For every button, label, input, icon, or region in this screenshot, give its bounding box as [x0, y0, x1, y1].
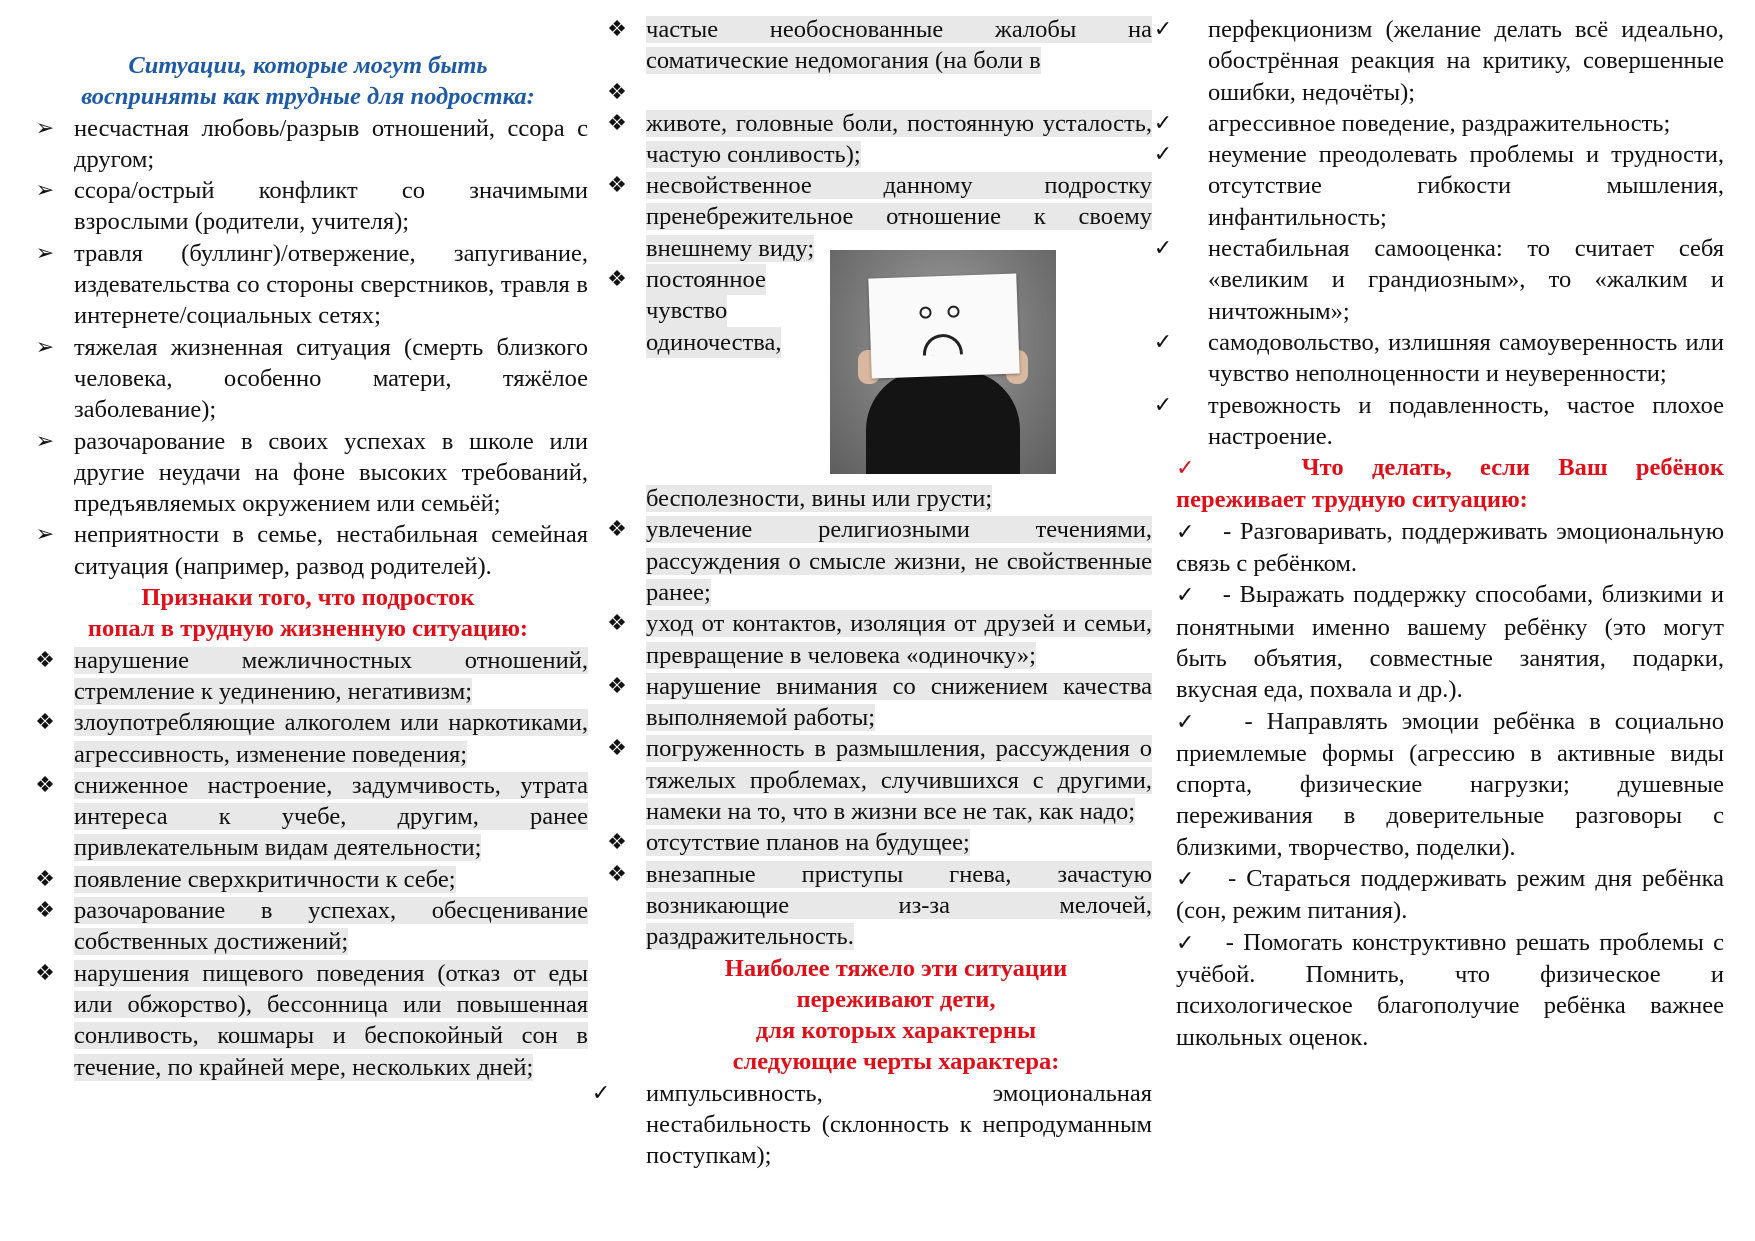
traits-list-continued	[1153, 14, 1724, 452]
checkmark-icon: ✓	[1176, 583, 1197, 609]
advice-text: - Стараться поддерживать режим дня ребёнка (сон, режим питания).	[1176, 865, 1725, 925]
checkmark-icon: ✓	[1153, 392, 1173, 418]
diamond-bullet-icon: ❖	[607, 673, 627, 699]
list-item	[1153, 327, 1724, 390]
list-item	[28, 175, 588, 238]
eye-icon	[947, 305, 959, 317]
diamond-bullet-icon: ❖	[35, 772, 55, 798]
loneliness-line-4: бесполезности, вины или грусти;	[646, 485, 993, 513]
advice-item	[1176, 706, 1724, 863]
list-item-text: нарушение внимания со снижением качества выполняемой работы;	[646, 672, 1152, 732]
list-item	[28, 426, 588, 520]
advice-item	[1176, 927, 1724, 1053]
diamond-bullet-icon: ❖	[607, 517, 627, 543]
list-item-text: разочарование в своих успехах в школе или другие неудачи на фоне высоких требований, предъявляемых окружением или семьёй;	[74, 427, 588, 518]
list-item	[28, 770, 588, 864]
situations-list	[28, 113, 588, 582]
loneliness-line-3: одиночества,	[646, 327, 781, 358]
checkmark-icon: ✓	[1176, 456, 1217, 482]
diamond-bullet-icon: ❖	[35, 647, 55, 673]
checkmark-icon: ✓	[1176, 519, 1197, 545]
traits-list	[591, 1078, 1152, 1172]
list-item	[1153, 108, 1724, 139]
traits-heading-line2: переживают дети,	[796, 985, 996, 1013]
column-left	[28, 50, 588, 1083]
person-silhouette-icon	[866, 370, 1020, 474]
sad-face-paper-icon	[868, 273, 1019, 378]
diamond-bullet-icon: ❖	[607, 861, 627, 887]
arrow-bullet-icon: ➢	[35, 428, 55, 454]
list-item	[600, 859, 1152, 953]
diamond-bullet-icon: ❖	[35, 960, 55, 986]
advice-item	[1176, 863, 1724, 927]
list-item-text: животе, головные боли, постоянную усталость, частую сонливость);	[646, 109, 1152, 168]
diamond-bullet-icon: ❖	[35, 866, 55, 892]
diamond-bullet-icon: ❖	[607, 267, 627, 293]
diamond-bullet-icon: ❖	[607, 611, 627, 637]
advice-item	[1176, 579, 1724, 705]
diamond-bullet-icon: ❖	[607, 830, 627, 856]
diamond-bullet-icon: ❖	[35, 710, 55, 736]
list-item-text: самодовольство, излишняя самоуверенность или чувство неполноценности и неуверенности;	[1208, 328, 1724, 388]
list-item	[1153, 14, 1724, 108]
list-item-text: злоупотребляющие алкоголем или наркотиками, агрессивность, изменение поведения;	[74, 709, 588, 768]
signs-list-continued	[600, 14, 1152, 953]
list-item	[600, 108, 1152, 171]
checkmark-icon: ✓	[1153, 236, 1173, 262]
situations-heading-line1: Ситуации, которые могут быть	[128, 52, 488, 79]
what-to-do-heading-line2: переживает трудную ситуацию:	[1176, 486, 1528, 514]
traits-heading-line1: Наиболее тяжело эти ситуации	[724, 954, 1068, 982]
list-item	[600, 671, 1152, 734]
list-item	[600, 733, 1152, 827]
list-item	[1153, 233, 1724, 327]
diamond-bullet-icon: ❖	[607, 736, 627, 762]
what-to-do-heading	[1162, 452, 1724, 484]
traits-heading-line4: следующие черты характера:	[732, 1048, 1060, 1076]
list-item-text: нарушение межличностных отношений, стремление к уединению, негативизм;	[74, 646, 588, 705]
list-item-text: неприятности в семье, нестабильная семейная ситуация (например, развод родителей).	[74, 521, 588, 580]
list-item-text: несвойственное данному подростку пренебрежительное отношение к своему внешнему виду;	[646, 172, 1152, 262]
list-item-text: тревожность и подавленность, частое плохое настроение.	[1208, 391, 1724, 450]
sad-face-sign-photo	[830, 250, 1056, 474]
list-item-text: агрессивное поведение, раздражительность;	[1208, 109, 1671, 137]
loneliness-line-1: постоянное	[646, 264, 766, 295]
list-item-text: несчастная любовь/разрыв отношений, ссора с другом;	[74, 114, 588, 173]
arrow-bullet-icon: ➢	[35, 522, 55, 548]
list-item-text: внезапные приступы гнева, зачастую возникающие из-за мелочей, раздражительность.	[646, 860, 1152, 951]
list-item	[28, 113, 588, 176]
list-item-text: уход от контактов, изоляция от друзей и семьи, превращение в человека «одиночку»;	[646, 610, 1152, 669]
list-item-text: перфекционизм (желание делать всё идеально, обострённая реакция на критику, совершенные ошибки, недочёты);	[1208, 16, 1724, 106]
checkmark-icon: ✓	[1176, 709, 1203, 735]
checkmark-icon: ✓	[591, 1080, 611, 1106]
list-item-text: появление сверхкритичности к себе;	[74, 865, 456, 893]
checkmark-icon: ✓	[1176, 867, 1199, 893]
loneliness-line-2: чувство	[646, 295, 727, 326]
signs-heading	[28, 582, 588, 645]
advice-text: - Направлять эмоции ребёнка в социально приемлемые формы (агрессию в активные виды спорта, физические нагрузки; душевные переживания в доверительные разговоры с близкими, творчество, поделки).	[1176, 707, 1724, 861]
advice-list	[1162, 516, 1724, 1053]
list-item-text: частые необоснованные жалобы на соматические недомогания (на боли в	[646, 16, 1152, 75]
list-item	[600, 14, 1152, 77]
advice-text: - Разговаривать, поддерживать эмоциональную связь с ребёнком.	[1176, 517, 1725, 578]
arrow-bullet-icon: ➢	[35, 178, 55, 204]
list-item-text: нестабильная самооценка: то считает себя «великим и грандиозным», то «жалким и ничтожным»;	[1208, 235, 1724, 325]
checkmark-icon: ✓	[1153, 17, 1173, 42]
arrow-bullet-icon: ➢	[35, 240, 55, 266]
column-right	[1153, 14, 1725, 1053]
diamond-bullet-icon: ❖	[607, 110, 627, 136]
diamond-bullet-icon: ❖	[607, 173, 627, 199]
what-to-do-heading-2	[1162, 484, 1724, 515]
list-item	[600, 827, 1152, 858]
list-item-text: нарушения пищевого поведения (отказ от еды или обжорство), бессонница или повышенная сонливость, кошмары и беспокойный сон в течение, по крайней мере, нескольких дней;	[74, 959, 588, 1081]
list-item	[1153, 390, 1724, 453]
list-item	[28, 895, 588, 958]
eye-icon	[919, 306, 931, 318]
checkmark-icon: ✓	[1153, 110, 1173, 136]
checkmark-icon: ✓	[1153, 329, 1173, 355]
list-item-text: погруженность в размышления, рассуждения о тяжелых проблемах, случившихся с другими, намеки на то, что в жизни все не так, как надо;	[646, 735, 1152, 826]
situations-heading-line2: восприняты как трудные для подростка:	[81, 83, 535, 111]
list-item-text: травля (буллинг)/отвержение, запугивание, издевательства со стороны сверстников, травля в интернете/социальных сетях;	[74, 239, 588, 330]
list-item-text: увлечение религиозными течениями, рассуждения о смысле жизни, не свойственные ранее;	[646, 516, 1152, 606]
list-item	[28, 238, 588, 332]
list-item-text: неумение преодолевать проблемы и трудности, отсутствие гибкости мышления, инфантильность;	[1208, 141, 1724, 231]
diamond-bullet-icon: ❖	[35, 898, 55, 924]
list-item-text: разочарование в успехах, обесценивание собственных достижений;	[74, 897, 588, 956]
diamond-bullet-icon: ❖	[607, 79, 627, 105]
list-item	[28, 864, 588, 895]
list-item	[600, 608, 1152, 671]
signs-heading-line1: Признаки того, что подросток	[141, 584, 475, 612]
situations-heading	[28, 50, 588, 113]
list-item	[591, 1078, 1152, 1172]
signs-list	[28, 645, 588, 1083]
list-item	[28, 332, 588, 426]
advice-text: - Выражать поддержку способами, близкими и понятными именно вашему ребёнку (это могут быть объятия, совместные занятия, подарки, вкусная еда, похвала и др.).	[1176, 581, 1724, 704]
diamond-bullet-icon: ❖	[607, 17, 627, 42]
checkmark-icon: ✓	[1153, 142, 1173, 168]
list-item-continued	[600, 483, 1152, 514]
list-item	[28, 519, 588, 582]
advice-text: - Помогать конструктивно решать проблемы с учёбой. Помнить, что физическое и психологическое благополучие ребёнка важнее школьных оценок.	[1176, 928, 1725, 1051]
list-item-text: тяжелая жизненная ситуация (смерть близкого человека, особенно матери, тяжёлое заболевание);	[74, 333, 588, 424]
what-to-do-heading-line1: Что делать, если Ваш ребёнок	[1301, 454, 1725, 482]
list-item-text: ссора/острый конфликт со значимыми взрослыми (родители, учителя);	[74, 177, 588, 236]
traits-heading-line3: для которых характерны	[755, 1017, 1037, 1045]
frown-icon	[922, 333, 963, 355]
list-item-text: отсутствие планов на будущее;	[646, 829, 970, 857]
list-item	[28, 707, 588, 770]
signs-heading-line2: попал в трудную жизненную ситуацию:	[87, 615, 529, 643]
list-item	[28, 645, 588, 708]
checkmark-icon: ✓	[1176, 930, 1198, 956]
list-item	[600, 77, 1152, 108]
arrow-bullet-icon: ➢	[35, 334, 55, 360]
list-item	[1153, 139, 1724, 233]
column-middle	[591, 14, 1152, 1172]
advice-item	[1176, 516, 1724, 580]
arrow-bullet-icon: ➢	[35, 115, 55, 141]
list-item-text: сниженное настроение, задумчивость, утрата интереса к учебе, другим, ранее привлекательным видам деятельности;	[74, 771, 588, 862]
traits-heading	[600, 953, 1152, 1078]
list-item	[28, 958, 588, 1083]
list-item	[600, 514, 1152, 608]
list-item-text: импульсивность, эмоциональная нестабильность (склонность к непродуманным поступкам);	[646, 1079, 1152, 1170]
